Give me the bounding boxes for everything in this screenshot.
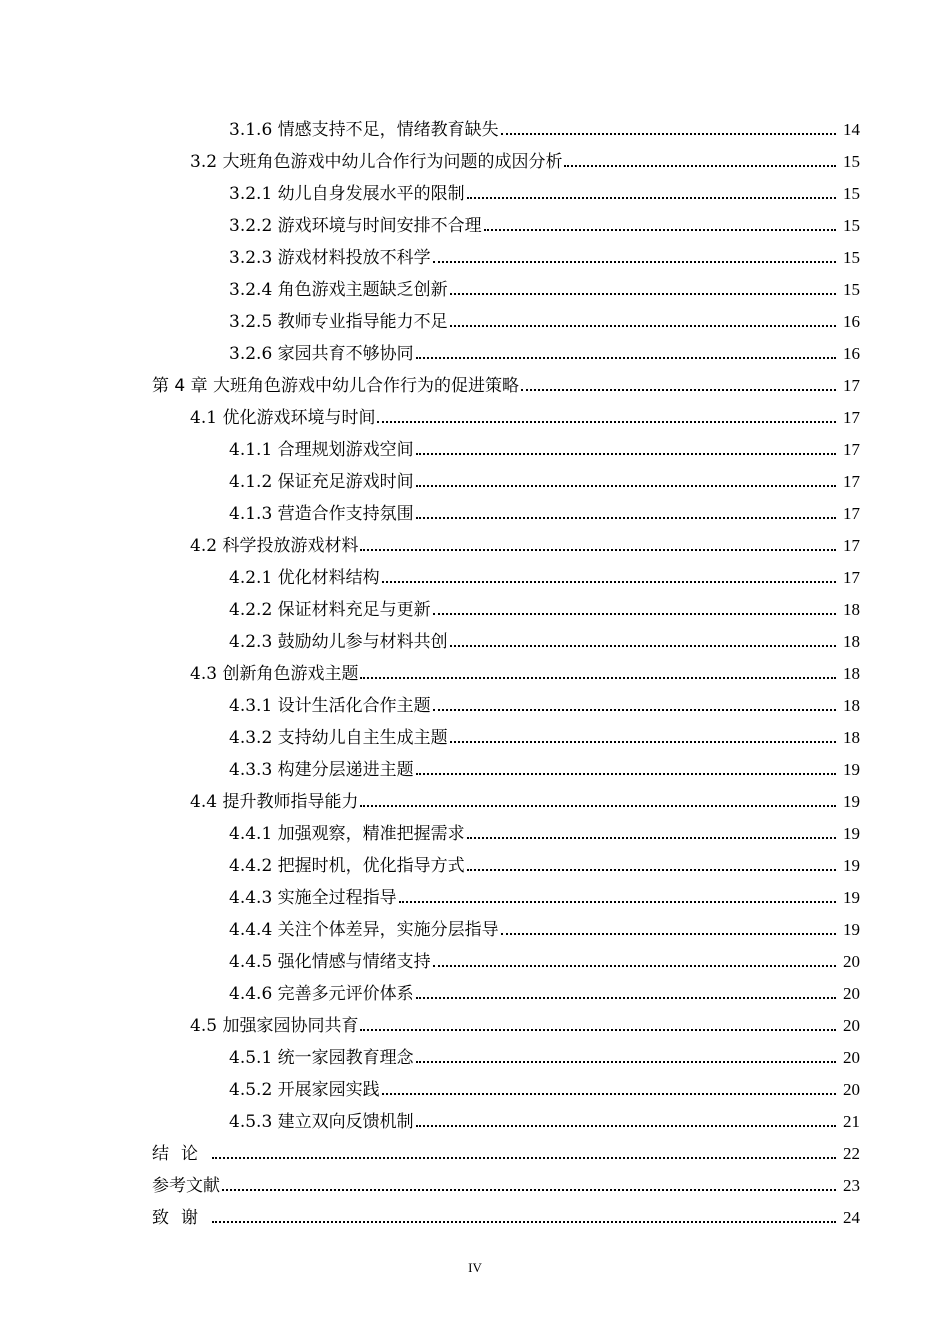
toc-leader-dots xyxy=(382,1073,836,1095)
toc-entry[interactable] xyxy=(0,818,950,850)
toc-entry[interactable] xyxy=(0,658,950,690)
toc-entry[interactable] xyxy=(0,786,950,818)
toc-entry-title: 4.3.1 设计生活化合作主题 xyxy=(229,696,431,716)
toc-entry[interactable] xyxy=(0,946,950,978)
toc-entry-title: 4.4.2 把握时机，优化指导方式 xyxy=(229,856,465,876)
toc-entry-title: 3.2 大班角色游戏中幼儿合作行为问题的成因分析 xyxy=(190,152,563,172)
toc-entry-page: 17 xyxy=(843,536,860,555)
toc-entry-page: 20 xyxy=(843,1016,860,1035)
toc-entry-title: 4.2.1 优化材料结构 xyxy=(229,568,380,588)
toc-leader-dots xyxy=(450,305,836,327)
toc-entry-page: 17 xyxy=(843,440,860,459)
toc-leader-dots xyxy=(416,337,836,359)
toc-leader-dots xyxy=(416,753,836,775)
toc-entry[interactable] xyxy=(0,434,950,466)
toc-leader-dots xyxy=(212,1137,836,1159)
toc-entry[interactable] xyxy=(0,1074,950,1106)
toc-leader-dots xyxy=(433,689,836,711)
toc-leader-dots xyxy=(360,657,836,679)
toc-entry[interactable] xyxy=(0,114,950,146)
toc-entry-page: 19 xyxy=(843,792,860,811)
toc-entry-page: 18 xyxy=(843,728,860,747)
toc-entry-title: 4.5 加强家园协同共育 xyxy=(190,1016,359,1036)
toc-entry-title: 4.5.3 建立双向反馈机制 xyxy=(229,1112,414,1132)
toc-entry-title: 4.4.3 实施全过程指导 xyxy=(229,888,397,908)
toc-entry-title: 4.1.3 营造合作支持氛围 xyxy=(229,504,414,524)
toc-entry[interactable] xyxy=(0,466,950,498)
toc-leader-dots xyxy=(222,1169,836,1191)
toc-leader-dots xyxy=(416,1105,836,1127)
toc-entry[interactable] xyxy=(0,178,950,210)
toc-entry-title: 4.2.2 保证材料充足与更新 xyxy=(229,600,431,620)
toc-entry[interactable] xyxy=(0,370,950,402)
toc-entry-page: 17 xyxy=(843,568,860,587)
toc-entry[interactable] xyxy=(0,594,950,626)
toc-entry-title: 4.4.5 强化情感与情绪支持 xyxy=(229,952,431,972)
toc-entry[interactable] xyxy=(0,1202,950,1234)
toc-entry-page: 15 xyxy=(843,216,860,235)
toc-entry[interactable] xyxy=(0,1010,950,1042)
toc-leader-dots xyxy=(450,721,836,743)
toc-entry-title: 3.2.5 教师专业指导能力不足 xyxy=(229,312,448,332)
toc-entry-title: 4.3 创新角色游戏主题 xyxy=(190,664,359,684)
toc-leader-dots xyxy=(501,113,836,135)
toc-entry-page: 17 xyxy=(843,376,860,395)
toc-entry[interactable] xyxy=(0,210,950,242)
toc-entry[interactable] xyxy=(0,146,950,178)
toc-leader-dots xyxy=(450,273,836,295)
toc-entry-title: 4.4.6 完善多元评价体系 xyxy=(229,984,414,1004)
toc-leader-dots xyxy=(467,177,836,199)
toc-entry-page: 15 xyxy=(843,280,860,299)
toc-entry[interactable] xyxy=(0,274,950,306)
toc-leader-dots xyxy=(416,465,836,487)
toc-leader-dots xyxy=(416,433,836,455)
toc-entry-title: 4.4.4 关注个体差异，实施分层指导 xyxy=(229,920,499,940)
toc-entry-title: 4.3.2 支持幼儿自主生成主题 xyxy=(229,728,448,748)
toc-entry[interactable] xyxy=(0,754,950,786)
toc-entry-page: 18 xyxy=(843,600,860,619)
toc-leader-dots xyxy=(399,881,836,903)
toc-entry-title: 第 4 章 大班角色游戏中幼儿合作行为的促进策略 xyxy=(152,376,520,396)
toc-entry-page: 18 xyxy=(843,696,860,715)
toc-entry-page: 20 xyxy=(843,952,860,971)
toc-entry-page: 23 xyxy=(843,1176,860,1195)
toc-entry-title: 4.4.1 加强观察，精准把握需求 xyxy=(229,824,465,844)
table-of-contents xyxy=(0,114,950,1234)
toc-entry-page: 20 xyxy=(843,984,860,1003)
page-number: IV xyxy=(468,1260,482,1275)
toc-leader-dots xyxy=(360,1009,836,1031)
toc-entry[interactable] xyxy=(0,1170,950,1202)
toc-entry-title: 结论 xyxy=(152,1144,210,1164)
toc-entry-page: 16 xyxy=(843,344,860,363)
toc-entry[interactable] xyxy=(0,498,950,530)
toc-entry[interactable] xyxy=(0,1042,950,1074)
toc-leader-dots xyxy=(416,977,836,999)
toc-entry-title: 4.4 提升教师指导能力 xyxy=(190,792,359,812)
toc-leader-dots xyxy=(521,369,836,391)
toc-entry-title: 3.2.2 游戏环境与时间安排不合理 xyxy=(229,216,482,236)
toc-entry-page: 17 xyxy=(843,408,860,427)
toc-entry[interactable] xyxy=(0,882,950,914)
toc-entry-page: 14 xyxy=(843,120,860,139)
toc-entry-title: 3.1.6 情感支持不足，情绪教育缺失 xyxy=(229,120,499,140)
toc-entry-title: 4.5.1 统一家园教育理念 xyxy=(229,1048,414,1068)
toc-entry[interactable] xyxy=(0,562,950,594)
toc-entry-page: 19 xyxy=(843,888,860,907)
toc-entry-page: 15 xyxy=(843,248,860,267)
toc-entry[interactable] xyxy=(0,306,950,338)
toc-leader-dots xyxy=(212,1201,836,1223)
toc-entry-page: 17 xyxy=(843,472,860,491)
toc-leader-dots xyxy=(501,913,836,935)
toc-entry[interactable] xyxy=(0,978,950,1010)
toc-leader-dots xyxy=(416,497,836,519)
toc-entry-page: 19 xyxy=(843,920,860,939)
toc-leader-dots xyxy=(360,529,836,551)
toc-entry-page: 20 xyxy=(843,1048,860,1067)
toc-entry-title: 3.2.4 角色游戏主题缺乏创新 xyxy=(229,280,448,300)
toc-entry[interactable] xyxy=(0,1138,950,1170)
toc-entry-page: 21 xyxy=(843,1112,860,1131)
toc-entry-title: 3.2.6 家园共育不够协同 xyxy=(229,344,414,364)
toc-leader-dots xyxy=(467,817,836,839)
toc-entry-title: 3.2.1 幼儿自身发展水平的限制 xyxy=(229,184,465,204)
toc-entry[interactable] xyxy=(0,530,950,562)
toc-leader-dots xyxy=(433,945,836,967)
toc-entry-title: 4.3.3 构建分层递进主题 xyxy=(229,760,414,780)
toc-entry-title: 参考文献 xyxy=(152,1176,220,1196)
toc-entry-title: 4.1.2 保证充足游戏时间 xyxy=(229,472,414,492)
toc-entry[interactable] xyxy=(0,338,950,370)
toc-entry[interactable] xyxy=(0,1106,950,1138)
toc-entry-title: 3.2.3 游戏材料投放不科学 xyxy=(229,248,431,268)
toc-leader-dots xyxy=(433,593,836,615)
toc-entry-page: 22 xyxy=(843,1144,860,1163)
toc-entry-title: 4.1 优化游戏环境与时间 xyxy=(190,408,376,428)
toc-entry-title: 4.2.3 鼓励幼儿参与材料共创 xyxy=(229,632,448,652)
toc-leader-dots xyxy=(416,1041,836,1063)
toc-entry-title: 4.1.1 合理规划游戏空间 xyxy=(229,440,414,460)
toc-entry-page: 15 xyxy=(843,152,860,171)
toc-entry-page: 18 xyxy=(843,664,860,683)
toc-entry[interactable] xyxy=(0,626,950,658)
toc-entry-page: 20 xyxy=(843,1080,860,1099)
toc-leader-dots xyxy=(484,209,836,231)
toc-entry[interactable] xyxy=(0,690,950,722)
toc-leader-dots xyxy=(450,625,836,647)
toc-leader-dots xyxy=(433,241,836,263)
toc-leader-dots xyxy=(377,401,836,423)
toc-entry-title: 4.2 科学投放游戏材料 xyxy=(190,536,359,556)
toc-leader-dots xyxy=(382,561,836,583)
toc-entry-page: 19 xyxy=(843,856,860,875)
toc-leader-dots xyxy=(467,849,836,871)
toc-entry[interactable] xyxy=(0,914,950,946)
toc-entry[interactable] xyxy=(0,402,950,434)
toc-entry[interactable] xyxy=(0,722,950,754)
toc-entry-page: 18 xyxy=(843,632,860,651)
toc-entry-page: 19 xyxy=(843,824,860,843)
toc-leader-dots xyxy=(360,785,836,807)
toc-entry-page: 15 xyxy=(843,184,860,203)
toc-leader-dots xyxy=(564,145,836,167)
toc-entry-page: 24 xyxy=(843,1208,860,1227)
toc-entry-title: 致谢 xyxy=(152,1208,210,1228)
toc-entry[interactable] xyxy=(0,850,950,882)
toc-entry-page: 17 xyxy=(843,504,860,523)
toc-entry-title: 4.5.2 开展家园实践 xyxy=(229,1080,380,1100)
toc-entry-page: 19 xyxy=(843,760,860,779)
toc-entry-page: 16 xyxy=(843,312,860,331)
toc-entry[interactable] xyxy=(0,242,950,274)
